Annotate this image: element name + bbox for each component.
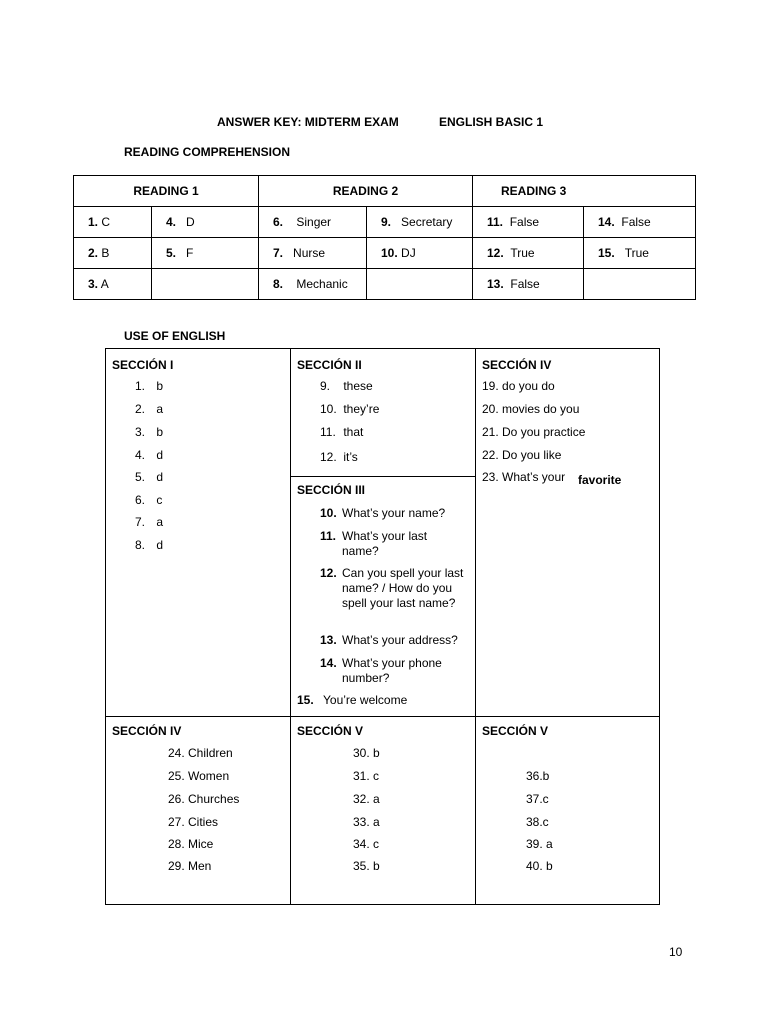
- table-cell: [473, 238, 584, 269]
- answer-value: C: [101, 215, 111, 229]
- list-item: 40. b: [526, 859, 553, 873]
- answer-number: 10.: [381, 246, 398, 260]
- list-item: 28. Mice: [168, 837, 214, 851]
- answer-value: D: [186, 215, 195, 229]
- table-cell: [367, 238, 473, 269]
- table-cell: [259, 207, 367, 238]
- table-row: [74, 207, 696, 238]
- list-item: 23. What’s your: [482, 470, 566, 484]
- section-4b-title: SECCIÓN IV: [112, 724, 182, 738]
- grid-divider: [290, 349, 291, 904]
- reading-1-header: READING 1: [74, 176, 259, 207]
- answer-value: False: [509, 215, 540, 229]
- list-item: 6. c: [135, 493, 163, 507]
- answer-value: Nurse: [293, 246, 326, 260]
- section-1-title: SECCIÓN I: [112, 358, 174, 372]
- table-cell: [152, 269, 259, 300]
- table-cell: [74, 207, 152, 238]
- table-cell: [473, 269, 584, 300]
- grid-divider: [290, 476, 475, 477]
- reading-2-header: READING 2: [259, 176, 473, 207]
- answer-value: False: [510, 277, 540, 291]
- list-item: 14. What’s your phone number?: [320, 656, 470, 686]
- course-name: ENGLISH BASIC 1: [439, 115, 544, 129]
- answer-value: Can you spell your last name? / How do you spell your last name?: [342, 566, 464, 610]
- exam-title: ANSWER KEY: MIDTERM EXAM: [217, 115, 399, 129]
- section-5b-title: SECCIÓN V: [482, 724, 549, 738]
- list-item: 37.c: [526, 792, 549, 806]
- list-item: 27. Cities: [168, 815, 219, 829]
- table-cell: [584, 238, 696, 269]
- section-5a-title: SECCIÓN V: [297, 724, 364, 738]
- list-item: 39. a: [526, 837, 553, 851]
- list-item: 38.c: [526, 815, 549, 829]
- table-row: [74, 238, 696, 269]
- answer-number: 6.: [273, 215, 284, 229]
- list-item: 2. a: [135, 402, 164, 416]
- list-item: 8. d: [135, 538, 164, 552]
- list-item: 21. Do you practice: [482, 425, 586, 439]
- table-cell: [74, 238, 152, 269]
- reading-3-header: READING 3: [473, 176, 696, 207]
- answer-number: 7.: [273, 246, 284, 260]
- answer-number: 14.: [598, 215, 615, 229]
- section-4a-title: SECCIÓN IV: [482, 358, 552, 372]
- list-item: 35. b: [353, 859, 380, 873]
- table-cell: [584, 207, 696, 238]
- list-item: 19. do you do: [482, 379, 555, 393]
- table-cell: [367, 207, 473, 238]
- answer-value: B: [101, 246, 110, 260]
- answer-number: 15.: [598, 246, 615, 260]
- list-item: 9. these: [320, 379, 373, 393]
- answer-number: 3.: [88, 277, 99, 291]
- handwritten-answer: favorite: [578, 473, 622, 487]
- list-item: 11. What’s your last name?: [320, 529, 465, 559]
- answer-number: 2.: [88, 246, 99, 260]
- answer-number: 8.: [273, 277, 284, 291]
- answer-number: 5.: [166, 246, 177, 260]
- list-item: 15. You’re welcome: [297, 693, 408, 707]
- list-item: 12. Can you spell your last name? / How do you spell your last name?: [320, 566, 470, 611]
- answer-value: DJ: [401, 246, 416, 260]
- use-of-english-grid: [105, 348, 660, 905]
- list-item: 26. Churches: [168, 792, 240, 806]
- answer-value: F: [186, 246, 194, 260]
- answer-value: What’s your phone number?: [342, 656, 442, 685]
- table-cell: [584, 269, 696, 300]
- grid-divider: [475, 349, 476, 904]
- list-item: 36.b: [526, 769, 550, 783]
- list-item: 5. d: [135, 470, 164, 484]
- answer-number: 9.: [381, 215, 392, 229]
- answer-value: False: [621, 215, 651, 229]
- answer-value: Singer: [296, 215, 332, 229]
- table-cell: [74, 269, 152, 300]
- table-cell: [367, 269, 473, 300]
- list-item: 29. Men: [168, 859, 212, 873]
- reading-heading: READING COMPREHENSION: [124, 145, 291, 159]
- list-item: 1. b: [135, 379, 164, 393]
- list-item: 12. it’s: [320, 450, 358, 464]
- list-item: 20. movies do you: [482, 402, 580, 416]
- page-number: 10: [669, 945, 683, 959]
- use-of-english-heading: USE OF ENGLISH: [124, 329, 226, 343]
- list-item: 11. that: [320, 425, 364, 439]
- table-cell: [259, 269, 367, 300]
- list-item: 24. Children: [168, 746, 233, 760]
- answer-number: 4.: [166, 215, 177, 229]
- answer-number: 13.: [487, 277, 504, 291]
- list-item: 13. What’s your address?: [320, 633, 458, 647]
- grid-divider: [106, 716, 659, 717]
- answer-number: 11.: [487, 215, 504, 229]
- section-2-title: SECCIÓN II: [297, 358, 362, 372]
- list-item: 10. they’re: [320, 402, 380, 416]
- table-cell: [152, 238, 259, 269]
- list-item: 7. a: [135, 515, 164, 529]
- table-row: [74, 269, 696, 300]
- list-item: 25. Women: [168, 769, 230, 783]
- answer-value: A: [100, 277, 109, 291]
- reading-table: [73, 175, 696, 300]
- list-item: 32. a: [353, 792, 380, 806]
- list-item: 3. b: [135, 425, 164, 439]
- list-item: 22. Do you like: [482, 448, 562, 462]
- list-item: 33. a: [353, 815, 380, 829]
- list-item: 4. d: [135, 448, 164, 462]
- list-item: 31. c: [353, 769, 380, 783]
- answer-value: What’s your last name?: [342, 529, 428, 558]
- list-item: 34. c: [353, 837, 380, 851]
- answer-value: True: [510, 246, 535, 260]
- answer-value: Mechanic: [296, 277, 348, 291]
- answer-value: Secretary: [401, 215, 453, 229]
- answer-number: 12.: [487, 246, 504, 260]
- section-3-title: SECCIÓN III: [297, 483, 366, 497]
- answer-number: 1.: [88, 215, 99, 229]
- answer-value: True: [624, 246, 649, 260]
- table-cell: [473, 207, 584, 238]
- list-item: 30. b: [353, 746, 380, 760]
- table-cell: [152, 207, 259, 238]
- reading-header-row: [74, 176, 696, 207]
- table-cell: [259, 238, 367, 269]
- list-item: 10. What’s your name?: [320, 506, 446, 520]
